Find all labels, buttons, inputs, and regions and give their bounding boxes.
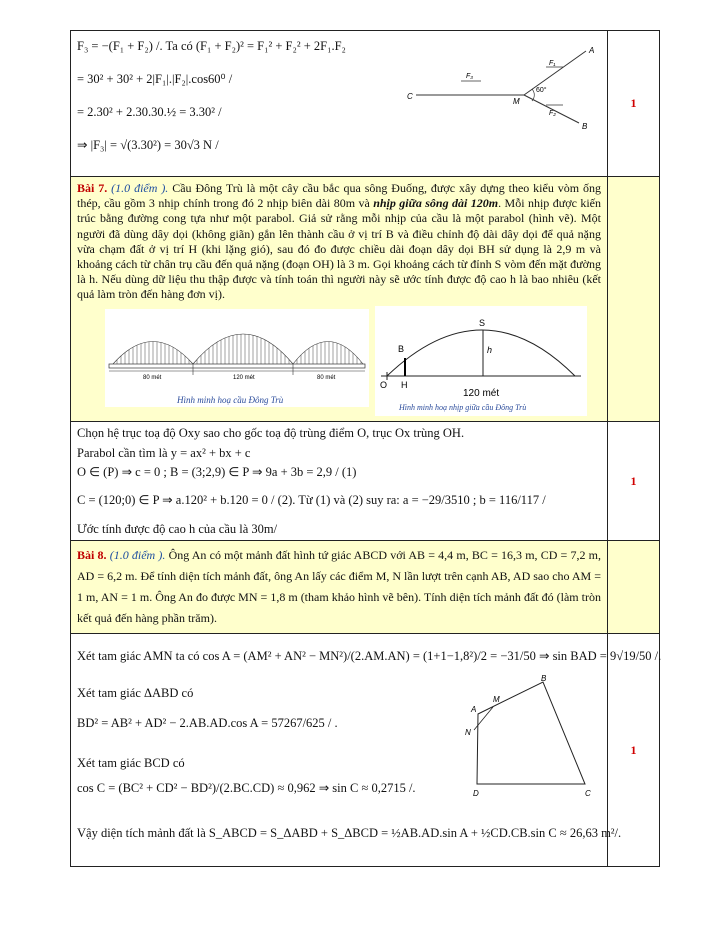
- problem-8-text: [77, 545, 601, 629]
- problem-7-text-bold: nhịp giữa sông dài 120m: [373, 196, 499, 211]
- point-b-label: B: [582, 122, 588, 131]
- point-b-label: B: [398, 344, 405, 354]
- bridge-caption: Hình minh hoạ cầu Đông Trù: [177, 395, 284, 405]
- score-cell: 1: [630, 473, 637, 488]
- sol7-line-2: Parabol cần tìm là y = ax² + bx + c: [77, 446, 251, 460]
- span-caption: Hình minh hoạ nhịp giữa cầu Đông Trù: [399, 403, 527, 412]
- force-line-4: ⇒ |F₃| = √(3.30²) = 30√3 N /: [77, 138, 219, 152]
- solution-row-force: [71, 31, 659, 176]
- vector-f3-label: F₃: [466, 73, 474, 80]
- force-line-2: = 30² + 30² + 2|F₁|.|F₂|.cos60⁰ /: [77, 72, 233, 86]
- sol8-line-4: Xét tam giác BCD có: [77, 756, 185, 770]
- sol8-line-3: BD² = AB² + AD² − 2.AB.AD.cos A = 57267/625 / .: [77, 716, 338, 730]
- problem-7-text-a: Cầu Đông Trù là một cây cầu bắc qua sông Đuống, được xây dựng theo kiểu vòm ống thép, cầu gồm 3 nhịp chính trong đó 2 nhịp biên dài 80m và: [77, 181, 601, 211]
- vector-f1-label: F₁: [549, 60, 556, 67]
- sol8-line-1: Xét tam giác AMN ta có cos A = (AM² + AN² − MN²)/(2.AM.AN) = (1+1−1,8²)/2 = −31/50 ⇒ sin BAD = 9√19/50 /.: [77, 649, 662, 663]
- vertex-b-label: B: [541, 674, 547, 683]
- problem-8-title: Bài 8.: [77, 548, 107, 562]
- solution-8-row: [71, 633, 662, 866]
- problem-7-title: Bài 7.: [77, 181, 108, 195]
- force-line-1: F₃ = −(F₁ + F₂) /. Ta có (F₁ + F₂)² = F₁² + F₂² + 2F₁.F₂: [77, 39, 346, 53]
- angle-label: 60°: [536, 87, 547, 94]
- height-h-label: h: [487, 345, 493, 355]
- span-width-label: 120 mét: [463, 388, 500, 399]
- point-m-label: M: [493, 695, 500, 704]
- point-c-label: C: [407, 92, 413, 101]
- problem-8-body: Ông An có một mảnh đất hình tứ giác ABCD với AB = 4,4 m, BC = 16,3 m, CD = 7,2 m, AD = 6,2 m. Để tính diện tích mảnh đất, ông An lấy các điểm M, N lần lượt trên cạnh AB, AD sao cho AM = 1 m, AN = 1 m. Ông An đo được MN = 1,8 m (tham khảo hình vẽ bên). Tính diện tích mảnh đất đó (làm tròn kết quả đến hàng phần trăm).: [77, 548, 602, 625]
- score-cell: 1: [630, 96, 637, 110]
- span-illustration: [375, 306, 587, 416]
- point-n-label: N: [465, 728, 471, 737]
- side-span-left-label: 80 mét: [143, 375, 162, 381]
- apex-s-label: S: [479, 318, 486, 328]
- score-cell: 1: [630, 742, 637, 757]
- problem-7-text-b: . Mỗi nhịp được kiến trúc bằng đường cong tựa như một parabol. Giả sử rằng mỗi nhịp của cầu là một parabol (hình vẽ). Một người đã dùng dây dọi (không giãn) gắn lên thành cầu ở vị trí B và điều chỉnh độ dài dây dọi để quả nặng vừa chạm đất ở vị trí H (khi lặng gió), sau đó đo được chiều dài đoạn dây dọi BH sử dụng là 2,9 m và khoảng cách từ chân trụ cầu đến quả nặng (đoạn OH) là 3 m. Gọi khoảng cách từ đỉnh S vòm đến mặt đường là h. Nếu dùng dữ liệu thu thập được và tính toán thì người này sẽ ước tính được độ cao h là bao nhiêu (kết quả làm tròn đến hàng đơn vị).: [77, 196, 601, 302]
- answer-table: [70, 30, 660, 867]
- vertex-d-label: D: [473, 789, 479, 798]
- problem-8-points: (1.0 điểm ).: [109, 548, 166, 562]
- origin-o-label: O: [380, 380, 388, 390]
- problem-8-row: [71, 540, 659, 633]
- sol8-line-5: cos C = (BC² + CD² − BD²)/(2.BC.CD) ≈ 0,962 ⇒ sin C ≈ 0,2715 /.: [77, 781, 416, 795]
- point-a-label: A: [589, 46, 595, 55]
- vertex-a-label: A: [471, 705, 477, 714]
- problem-7-points: (1.0 điểm ).: [111, 181, 169, 195]
- sol8-line-6: Vậy diện tích mảnh đất là S_ABCD = S_ΔABD + S_ΔBCD = ½AB.AD.sin A + ½CD.CB.sin C ≈ 26,63 m²/.: [77, 826, 622, 840]
- quadrilateral-figure: [463, 674, 593, 809]
- point-h-label: H: [401, 380, 408, 390]
- solution-7-row: [71, 421, 659, 540]
- side-span-right-label: 80 mét: [317, 375, 336, 381]
- force-diagram: [401, 37, 601, 137]
- sol8-line-2: Xét tam giác ΔABD có: [77, 686, 194, 700]
- vertex-c-label: C: [585, 789, 591, 798]
- problem-7-text: [77, 181, 601, 303]
- point-m-label: M: [513, 97, 520, 106]
- bridge-illustration: [105, 309, 369, 407]
- bridge-drawing: [105, 309, 369, 389]
- span-drawing: [375, 306, 587, 402]
- vector-f2-label: F₂: [549, 110, 556, 117]
- sol7-line-4: C = (120;0) ∈ P ⇒ a.120² + b.120 = 0 / (2). Từ (1) và (2) suy ra: a = −29/3510 ; b = 116/117 /: [77, 493, 546, 507]
- force-line-3: = 2.30² + 2.30.30.½ = 3.30² /: [77, 105, 222, 119]
- sol7-line-1: Chọn hệ trục toạ độ Oxy sao cho gốc toạ độ trùng điểm O, trục Ox trùng OH.: [77, 426, 465, 440]
- problem-7-row: [71, 176, 659, 421]
- sol7-line-3: O ∈ (P) ⇒ c = 0 ; B = (3;2,9) ∈ P ⇒ 9a + 3b = 2,9 / (1): [77, 465, 357, 479]
- middle-span-label: 120 mét: [233, 375, 255, 381]
- sol7-line-5: Ước tính được độ cao h của cầu là 30m/: [77, 522, 278, 536]
